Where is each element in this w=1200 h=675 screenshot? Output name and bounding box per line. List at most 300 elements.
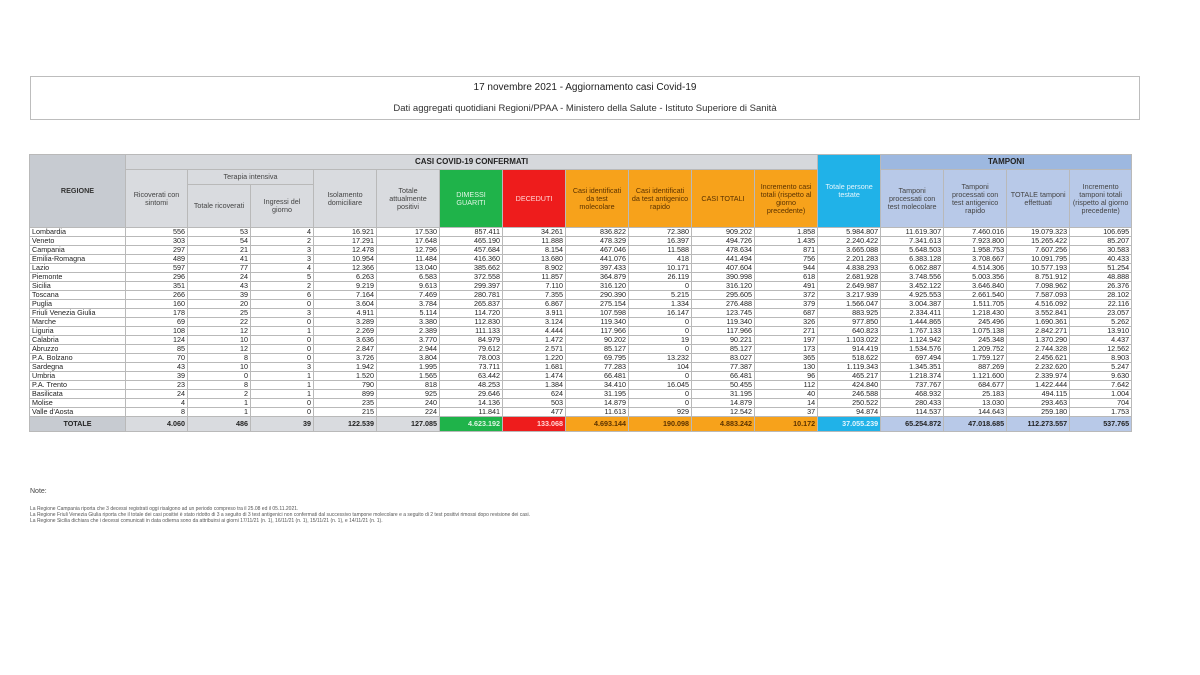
table-cell: 13.030 [944, 399, 1007, 408]
table-cell: 69.795 [566, 354, 629, 363]
table-cell: 7.098.962 [1007, 282, 1070, 291]
col-tamponi-molecolare: Tamponi processati con test molecolare [881, 170, 944, 228]
table-cell: 127.085 [377, 417, 440, 432]
table-cell: 14.136 [440, 399, 503, 408]
table-cell: 9.219 [314, 282, 377, 291]
table-cell: 465.190 [440, 237, 503, 246]
table-cell: 1 [251, 381, 314, 390]
table-cell: 379 [755, 300, 818, 309]
table-cell: 215 [314, 408, 377, 417]
table-cell: 77 [188, 264, 251, 273]
table-cell: 3.124 [503, 318, 566, 327]
table-cell: 1.124.942 [881, 336, 944, 345]
table-cell: 12.366 [314, 264, 377, 273]
table-cell: 3 [251, 309, 314, 318]
table-cell: 0 [251, 399, 314, 408]
table-row [30, 399, 1132, 408]
table-cell: 518.622 [818, 354, 881, 363]
table-cell: 37.055.239 [818, 417, 881, 432]
table-cell: 390.998 [692, 273, 755, 282]
table-cell: 280.781 [440, 291, 503, 300]
table-cell: 16.397 [629, 237, 692, 246]
table-cell: 69 [126, 318, 188, 327]
table-cell: 296 [126, 273, 188, 282]
table-cell: 39 [126, 372, 188, 381]
table-cell: 3.004.387 [881, 300, 944, 309]
table-cell: 2.944 [377, 345, 440, 354]
table-cell: 944 [755, 264, 818, 273]
table-cell: 3.217.939 [818, 291, 881, 300]
table-cell: 684.677 [944, 381, 1007, 390]
table-cell: 83.027 [692, 354, 755, 363]
table-cell: 416.360 [440, 255, 503, 264]
table-cell: 909.202 [692, 228, 755, 237]
table-cell: 178 [126, 309, 188, 318]
table-cell: 3.770 [377, 336, 440, 345]
table-cell: 4.693.144 [566, 417, 629, 432]
table-cell: 3.726 [314, 354, 377, 363]
table-cell: 7.587.093 [1007, 291, 1070, 300]
table-cell: 39 [251, 417, 314, 432]
table-cell: 326 [755, 318, 818, 327]
table-cell: 1.753 [1070, 408, 1132, 417]
table-cell: 4.516.092 [1007, 300, 1070, 309]
table-cell: 77.387 [692, 363, 755, 372]
table-cell: 11.888 [503, 237, 566, 246]
table-cell: 2.847 [314, 345, 377, 354]
table-cell: 7.642 [1070, 381, 1132, 390]
table-cell: 37 [755, 408, 818, 417]
table-cell: 235 [314, 399, 377, 408]
table-row [30, 228, 1132, 237]
table-cell: 94.874 [818, 408, 881, 417]
table-cell: 0 [629, 327, 692, 336]
table-cell: 122.539 [314, 417, 377, 432]
table-cell: 1 [188, 408, 251, 417]
table-row [30, 372, 1132, 381]
table-cell: 245.496 [944, 318, 1007, 327]
table-cell: 929 [629, 408, 692, 417]
table-cell: 40 [755, 390, 818, 399]
table-cell: 130 [755, 363, 818, 372]
table-cell: 50.455 [692, 381, 755, 390]
page-subtitle: Dati aggregati quotidiani Regioni/PPAA - Ministero della Salute - Istituto Superiore di Sanità [393, 103, 777, 114]
table-cell: 1.218.430 [944, 309, 1007, 318]
table-cell: 90.221 [692, 336, 755, 345]
table-cell: 13.232 [629, 354, 692, 363]
table-row [30, 237, 1132, 246]
table-cell: 0 [629, 282, 692, 291]
region-cell: Sardegna [30, 363, 126, 372]
table-cell: 77.283 [566, 363, 629, 372]
table-cell: 11.588 [629, 246, 692, 255]
table-cell: 29.646 [440, 390, 503, 399]
col-ingressi: Ingressi del giorno [251, 185, 314, 228]
table-row [30, 363, 1132, 372]
table-cell: 0 [629, 318, 692, 327]
col-incremento-casi: Incremento casi totali (rispetto al giorno precedente) [755, 170, 818, 228]
table-cell: 85 [126, 345, 188, 354]
table-row [30, 327, 1132, 336]
table-cell: 5.648.503 [881, 246, 944, 255]
table-cell: 1.334 [629, 300, 692, 309]
table-cell: 6 [251, 291, 314, 300]
table-row [30, 381, 1132, 390]
table-cell: 112.830 [440, 318, 503, 327]
table-cell: 1.565 [377, 372, 440, 381]
table-cell: 7.469 [377, 291, 440, 300]
region-cell: P.A. Bolzano [30, 354, 126, 363]
table-cell: 30.583 [1070, 246, 1132, 255]
group-tamponi-header: TAMPONI [881, 155, 1132, 170]
table-cell: 78.003 [440, 354, 503, 363]
table-cell: 316.120 [692, 282, 755, 291]
table-cell: 290.390 [566, 291, 629, 300]
table-cell: 316.120 [566, 282, 629, 291]
table-cell: 467.046 [566, 246, 629, 255]
table-cell: 112 [755, 381, 818, 390]
table-cell: 0 [629, 399, 692, 408]
table-cell: 22.116 [1070, 300, 1132, 309]
table-cell: 364.879 [566, 273, 629, 282]
table-cell: 90.202 [566, 336, 629, 345]
table-cell: 10.577.193 [1007, 264, 1070, 273]
notes-section [30, 488, 530, 524]
table-cell: 4.060 [126, 417, 188, 432]
table-cell: 303 [126, 237, 188, 246]
table-cell: 2.269 [314, 327, 377, 336]
table-cell: 1.121.600 [944, 372, 1007, 381]
table-cell: 48.888 [1070, 273, 1132, 282]
table-cell: 478.329 [566, 237, 629, 246]
table-cell: 2.232.620 [1007, 363, 1070, 372]
table-cell: 190.098 [629, 417, 692, 432]
table-cell: 1.958.753 [944, 246, 1007, 255]
table-cell: 3.646.840 [944, 282, 1007, 291]
table-cell: 478.634 [692, 246, 755, 255]
table-row [30, 345, 1132, 354]
col-totale-ricoverati: Totale ricoverati [188, 185, 251, 228]
table-cell: 1.995 [377, 363, 440, 372]
table-cell: 3 [251, 246, 314, 255]
table-cell: 9.613 [377, 282, 440, 291]
col-deceduti: DECEDUTI [503, 170, 566, 228]
table-cell: 1.511.705 [944, 300, 1007, 309]
region-cell: Calabria [30, 336, 126, 345]
table-cell: 266 [126, 291, 188, 300]
table-cell: 8.902 [503, 264, 566, 273]
table-cell: 16.921 [314, 228, 377, 237]
table-cell: 8.154 [503, 246, 566, 255]
table-cell: 8 [188, 381, 251, 390]
table-cell: 11.613 [566, 408, 629, 417]
table-cell: 2.456.621 [1007, 354, 1070, 363]
region-cell: P.A. Trento [30, 381, 126, 390]
table-cell: 133.068 [503, 417, 566, 432]
region-cell: Valle d'Aosta [30, 408, 126, 417]
table-cell: 20 [188, 300, 251, 309]
col-casi-antigenico: Casi identificati da test antigenico rapido [629, 170, 692, 228]
table-cell: 13.910 [1070, 327, 1132, 336]
table-cell: 4.444 [503, 327, 566, 336]
table-cell: 63.442 [440, 372, 503, 381]
table-cell: 17.530 [377, 228, 440, 237]
table-row [30, 282, 1132, 291]
table-cell: 1.075.138 [944, 327, 1007, 336]
table-cell: 407.604 [692, 264, 755, 273]
table-cell: 114.537 [881, 408, 944, 417]
table-cell: 3.665.088 [818, 246, 881, 255]
table-cell: 246.588 [818, 390, 881, 399]
table-cell: 836.822 [566, 228, 629, 237]
table-row [30, 264, 1132, 273]
table-cell: 7.355 [503, 291, 566, 300]
table-cell: 8.751.912 [1007, 273, 1070, 282]
table-row [30, 390, 1132, 399]
table-cell: 4.911 [314, 309, 377, 318]
table-cell: 2.661.540 [944, 291, 1007, 300]
table-cell: 10.172 [755, 417, 818, 432]
table-cell: 12.478 [314, 246, 377, 255]
table-cell: 857.411 [440, 228, 503, 237]
table-cell: 34.410 [566, 381, 629, 390]
table-cell: 12.562 [1070, 345, 1132, 354]
table-cell: 5.215 [629, 291, 692, 300]
table-cell: 887.269 [944, 363, 1007, 372]
table-cell: 12.796 [377, 246, 440, 255]
table-cell: 2 [188, 390, 251, 399]
table-cell: 14.879 [566, 399, 629, 408]
table-cell: 2 [251, 237, 314, 246]
table-cell: 293.463 [1007, 399, 1070, 408]
table-cell: 4.437 [1070, 336, 1132, 345]
table-cell: 13.680 [503, 255, 566, 264]
region-cell: Sicilia [30, 282, 126, 291]
table-cell: 1.759.127 [944, 354, 1007, 363]
table-cell: 2.389 [377, 327, 440, 336]
table-cell: 2 [251, 282, 314, 291]
table-cell: 1.767.133 [881, 327, 944, 336]
table-cell: 34.261 [503, 228, 566, 237]
table-cell: 3.604 [314, 300, 377, 309]
table-cell: 3.748.556 [881, 273, 944, 282]
table-cell: 1.422.444 [1007, 381, 1070, 390]
group-terapia-header: Terapia intensiva [188, 170, 314, 185]
region-cell: Lombardia [30, 228, 126, 237]
table-cell: 1.103.022 [818, 336, 881, 345]
col-isolamento: Isolamento domiciliare [314, 170, 377, 228]
table-cell: 494.726 [692, 237, 755, 246]
table-cell: 486 [188, 417, 251, 432]
table-cell: 6.583 [377, 273, 440, 282]
page-title: 17 novembre 2021 - Aggiornamento casi Covid-19 [473, 82, 697, 93]
table-cell: 468.932 [881, 390, 944, 399]
table-cell: 6.263 [314, 273, 377, 282]
table-row [30, 255, 1132, 264]
region-cell: Campania [30, 246, 126, 255]
table-cell: 1.534.576 [881, 345, 944, 354]
table-cell: 3.289 [314, 318, 377, 327]
table-row [30, 354, 1132, 363]
region-cell: Marche [30, 318, 126, 327]
table-row [30, 318, 1132, 327]
table-cell: 790 [314, 381, 377, 390]
table-cell: 441.076 [566, 255, 629, 264]
table-cell: 265.837 [440, 300, 503, 309]
table-cell: 1.435 [755, 237, 818, 246]
table-cell: 1.209.752 [944, 345, 1007, 354]
table-cell: 6.062.887 [881, 264, 944, 273]
table-cell: 8.903 [1070, 354, 1132, 363]
table-cell: 3.708.667 [944, 255, 1007, 264]
table-cell: 104 [629, 363, 692, 372]
table-cell: 41 [188, 255, 251, 264]
table-cell: 883.925 [818, 309, 881, 318]
table-cell: 491 [755, 282, 818, 291]
table-cell: 173 [755, 345, 818, 354]
table-cell: 66.481 [692, 372, 755, 381]
table-cell: 1.218.374 [881, 372, 944, 381]
note-line: La Regione Campania riporta che 3 decessi registrati oggi risalgono ad un periodo compreso tra il 25.08 ed il 05.11.2021. [30, 506, 299, 512]
table-cell: 5.003.356 [944, 273, 1007, 282]
table-row [30, 300, 1132, 309]
table-cell: 19 [629, 336, 692, 345]
table-cell: 112.273.557 [1007, 417, 1070, 432]
table-cell: 31.195 [692, 390, 755, 399]
table-cell: 3 [251, 363, 314, 372]
col-ricoverati: Ricoverati con sintomi [126, 170, 188, 228]
table-cell: 10 [188, 363, 251, 372]
table-cell: 5.984.807 [818, 228, 881, 237]
table-cell: 66.481 [566, 372, 629, 381]
table-cell: 697.494 [881, 354, 944, 363]
table-cell: 111.133 [440, 327, 503, 336]
table-cell: 17.648 [377, 237, 440, 246]
table-cell: 123.745 [692, 309, 755, 318]
table-cell: 197 [755, 336, 818, 345]
table-cell: 7.110 [503, 282, 566, 291]
table-cell: 0 [188, 372, 251, 381]
table-cell: 5.114 [377, 309, 440, 318]
table-cell: 3.452.122 [881, 282, 944, 291]
table-cell: 25 [188, 309, 251, 318]
table-cell: 22 [188, 318, 251, 327]
table-cell: 1.690.361 [1007, 318, 1070, 327]
table-cell: 457.684 [440, 246, 503, 255]
table-cell: 17.291 [314, 237, 377, 246]
table-cell: 1 [251, 390, 314, 399]
table-cell: 43 [126, 363, 188, 372]
table-cell: 11.619.307 [881, 228, 944, 237]
table-cell: 2.240.422 [818, 237, 881, 246]
table-cell: 899 [314, 390, 377, 399]
table-cell: 640.823 [818, 327, 881, 336]
table-cell: 2.842.271 [1007, 327, 1070, 336]
region-cell: Umbria [30, 372, 126, 381]
table-row [30, 336, 1132, 345]
col-tamponi-antigenico: Tamponi processati con test antigenico rapido [944, 170, 1007, 228]
col-dimessi: DIMESSI GUARITI [440, 170, 503, 228]
region-cell: Veneto [30, 237, 126, 246]
table-cell: 107.598 [566, 309, 629, 318]
col-casi-totali: CASI TOTALI [692, 170, 755, 228]
table-cell: 372.558 [440, 273, 503, 282]
table-cell: 117.966 [692, 327, 755, 336]
table-cell: 3.804 [377, 354, 440, 363]
region-cell: Basilicata [30, 390, 126, 399]
col-casi-molecolare: Casi identificati da test molecolare [566, 170, 629, 228]
table-cell: 224 [377, 408, 440, 417]
table-cell: 7.607.256 [1007, 246, 1070, 255]
region-cell: Molise [30, 399, 126, 408]
table-cell: 0 [251, 345, 314, 354]
table-cell: 1 [188, 399, 251, 408]
region-cell: Friuli Venezia Giulia [30, 309, 126, 318]
table-cell: 3.552.841 [1007, 309, 1070, 318]
table-row [30, 291, 1132, 300]
table-cell: 28.102 [1070, 291, 1132, 300]
title-box [30, 76, 1140, 120]
table-cell: 245.348 [944, 336, 1007, 345]
table-cell: 1.370.290 [1007, 336, 1070, 345]
table-cell: 2.334.411 [881, 309, 944, 318]
table-cell: 1.681 [503, 363, 566, 372]
table-cell: 385.662 [440, 264, 503, 273]
table-cell: 250.522 [818, 399, 881, 408]
table-cell: 3.784 [377, 300, 440, 309]
table-cell: 0 [629, 390, 692, 399]
col-incremento-tamponi: Incremento tamponi totali (rispetto al giorno precedente) [1070, 170, 1132, 228]
table-cell: 85.207 [1070, 237, 1132, 246]
table-cell: 10.954 [314, 255, 377, 264]
table-cell: 0 [251, 354, 314, 363]
table-cell: 12 [188, 345, 251, 354]
table-cell: 0 [629, 345, 692, 354]
table-cell: 85.127 [692, 345, 755, 354]
table-cell: 280.433 [881, 399, 944, 408]
table-cell: 70 [126, 354, 188, 363]
note-line: La Regione Friuli Venezia Giulia riporta che il totale dei casi positivi è stato ridotto di 3 a seguito di 3 test antigenici non confermati dal successivo tampone molecolare e a seguito di 2 test positivi rimossi dopo revisione dei casi. [30, 512, 530, 518]
table-cell: 1 [251, 327, 314, 336]
region-cell: Puglia [30, 300, 126, 309]
table-cell: 1.472 [503, 336, 566, 345]
table-cell: 5.247 [1070, 363, 1132, 372]
table-cell: 11.841 [440, 408, 503, 417]
table-cell: 0 [251, 318, 314, 327]
table-cell: 5 [251, 273, 314, 282]
table-cell: 12.542 [692, 408, 755, 417]
table-cell: 2.649.987 [818, 282, 881, 291]
table-cell: 72.380 [629, 228, 692, 237]
table-cell: 2.571 [503, 345, 566, 354]
group-casi-header: CASI COVID-19 CONFERMATI [126, 155, 818, 170]
table-cell: 6.867 [503, 300, 566, 309]
table-row [30, 309, 1132, 318]
table-cell: 114.720 [440, 309, 503, 318]
table-row [30, 273, 1132, 282]
table-cell: 96 [755, 372, 818, 381]
table-cell: 7.341.613 [881, 237, 944, 246]
table-cell: 12 [188, 327, 251, 336]
table-cell: 16.045 [629, 381, 692, 390]
table-cell: 7.164 [314, 291, 377, 300]
table-cell: 271 [755, 327, 818, 336]
col-persone-testate: Totale persone testate [818, 155, 881, 228]
table-cell: 14.879 [692, 399, 755, 408]
table-cell: 977.850 [818, 318, 881, 327]
table-cell: 6.383.128 [881, 255, 944, 264]
table-cell: 108 [126, 327, 188, 336]
